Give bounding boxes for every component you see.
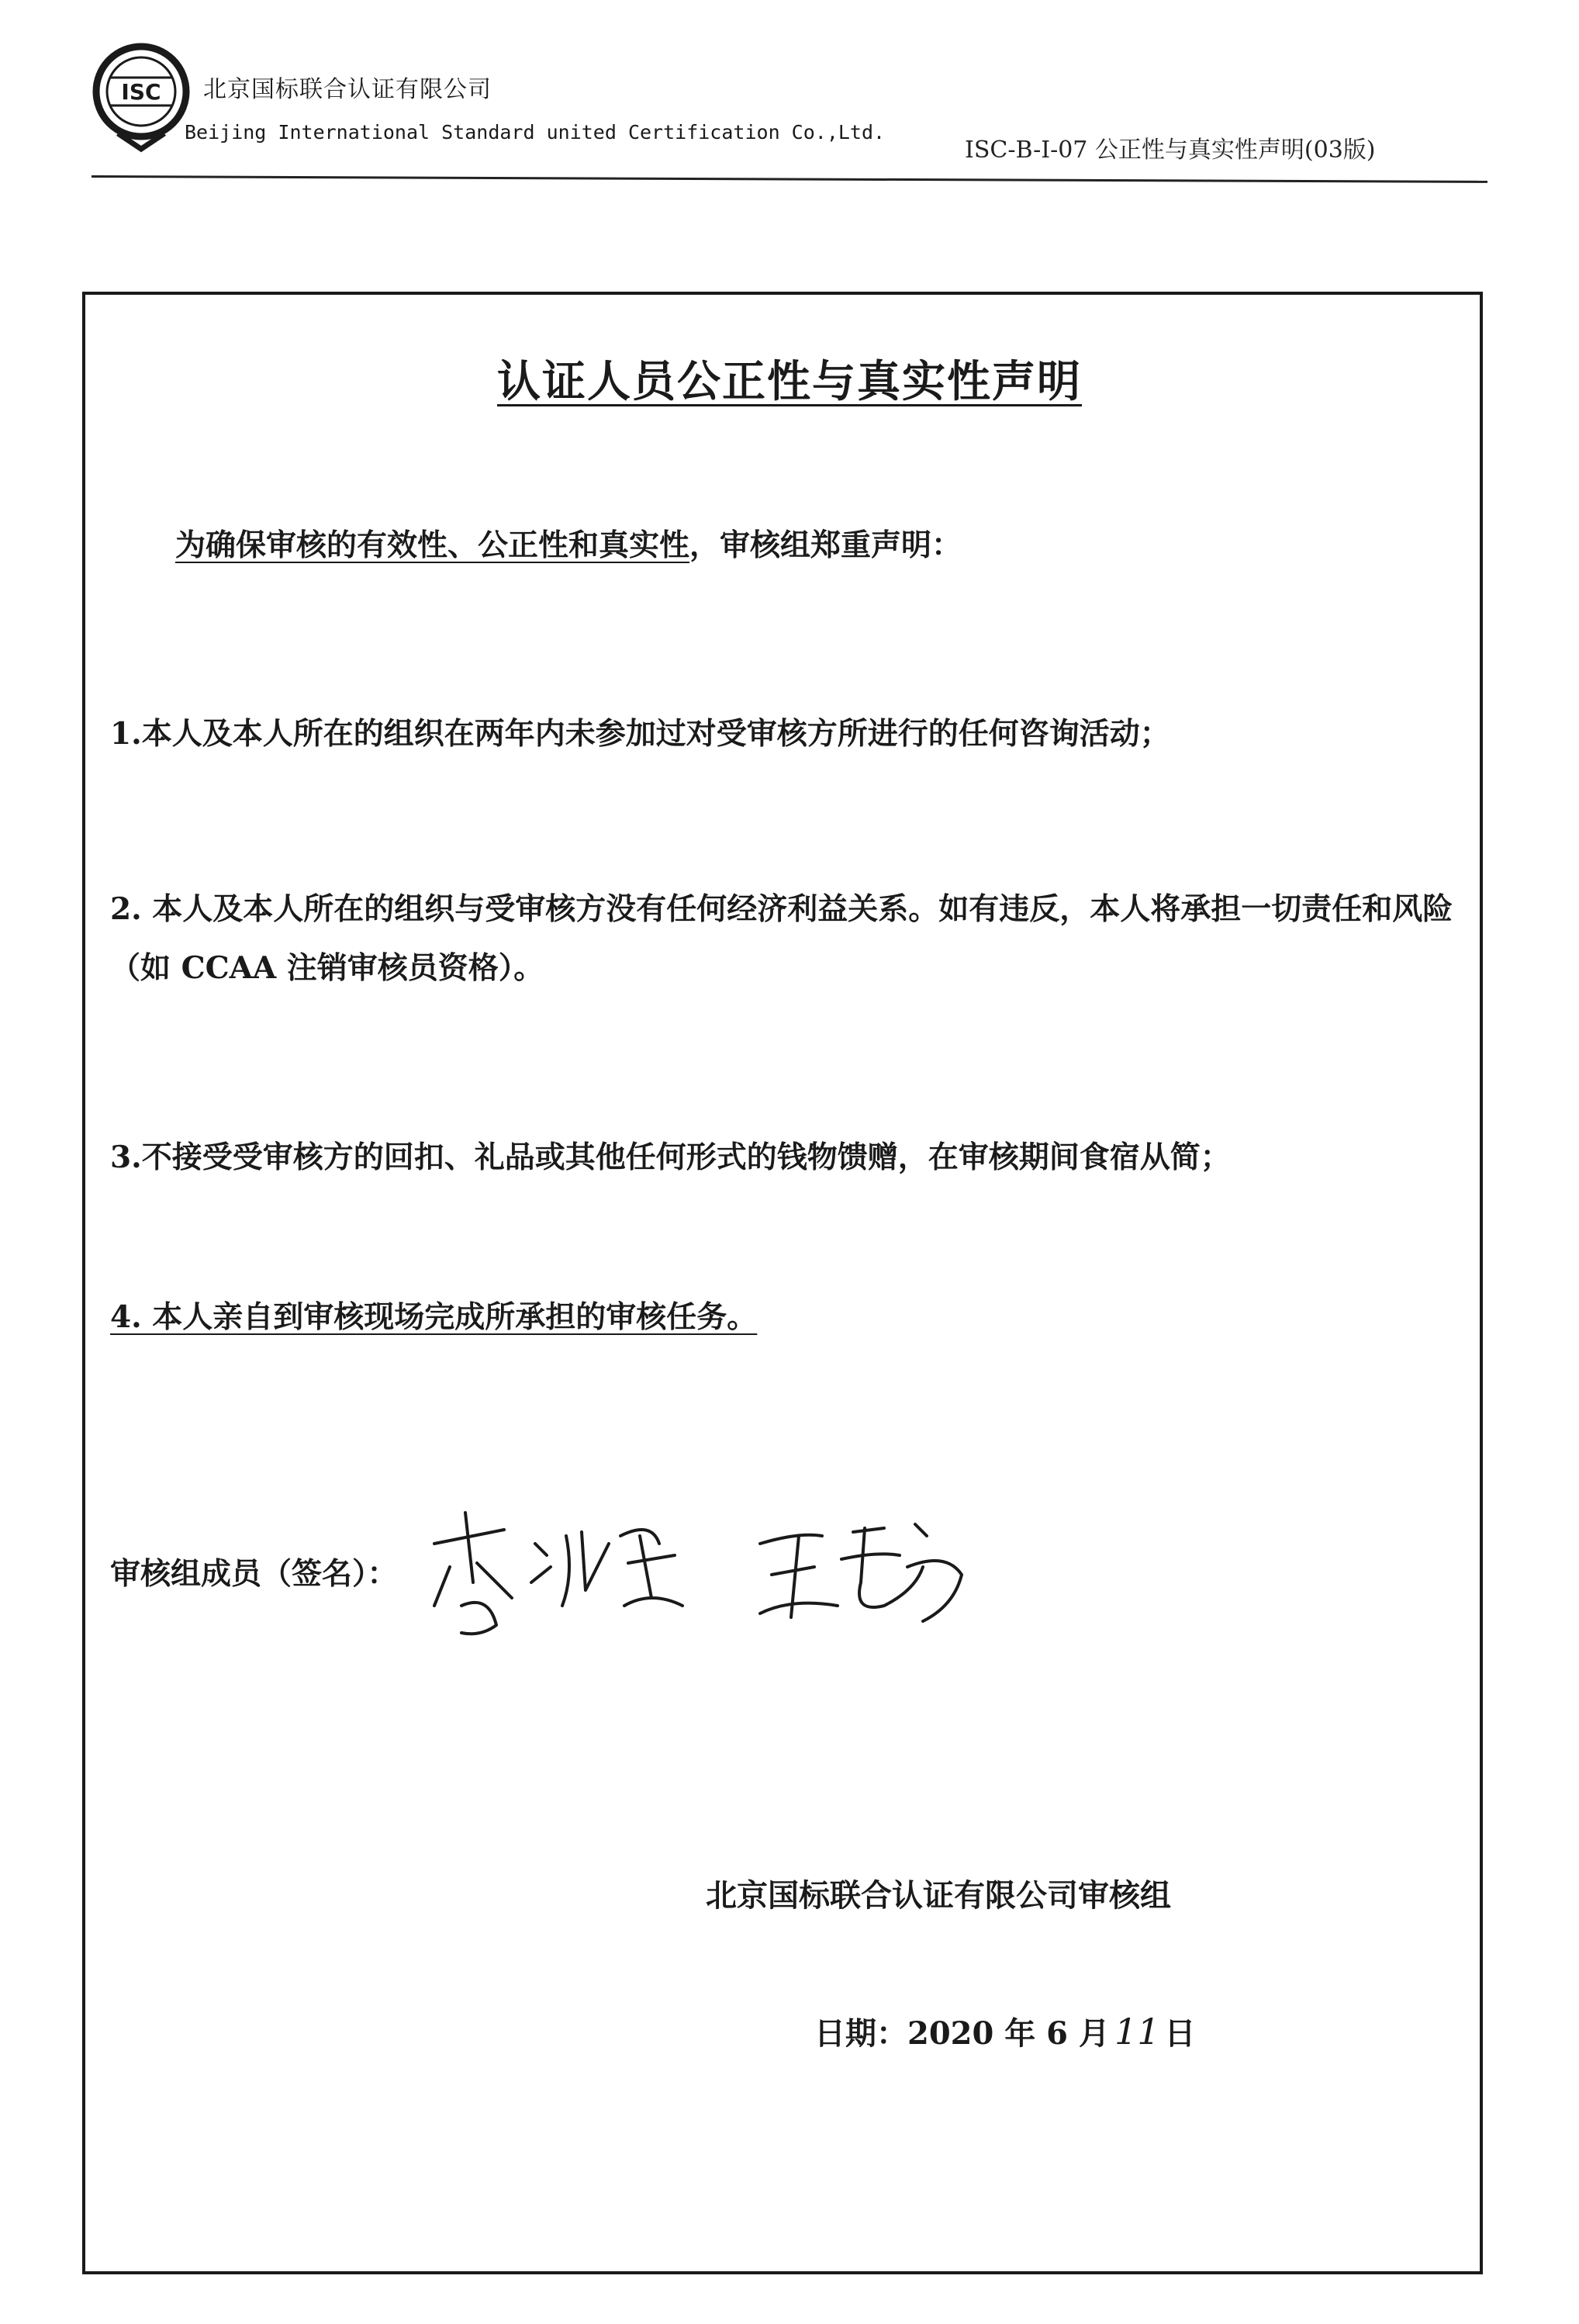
- header-divider: [92, 175, 1487, 183]
- svg-text:ISC: ISC: [121, 79, 161, 105]
- company-name-cn: 北京国标联合认证有限公司: [203, 76, 492, 103]
- declaration-item-3: 3.不接受受审核方的回扣、礼品或其他任何形式的钱物馈赠，在审核期间食宿从简；: [110, 1140, 1231, 1175]
- date-suffix: 日: [1164, 2015, 1196, 2052]
- document-code: ISC-B-I-07 公正性与真实性声明(03版): [965, 137, 1376, 164]
- date-day-handwritten: 11: [1114, 2011, 1160, 2053]
- document-title: [0, 348, 1579, 410]
- document-title-text: 认证人员公正性与真实性声明: [497, 357, 1082, 407]
- declaration-item-4-text: 4. 本人亲自到审核现场完成所承担的审核任务。: [110, 1299, 758, 1335]
- company-name-en: Beijing International Standard united Certification Co.,Ltd.: [185, 121, 886, 144]
- document-header: [0, 0, 1579, 202]
- declaration-item-4: [110, 1288, 1460, 1347]
- declaration-item-1: 1.本人及本人所在的组织在两年内未参加过对受审核方所进行的任何咨询活动；: [110, 716, 1170, 752]
- intro-statement: [175, 521, 962, 565]
- date-prefix: 日期：2020 年 6 月: [814, 2015, 1110, 2052]
- declaration-item-2: 2. 本人及本人所在的组织与受审核方没有任何经济利益关系。如有违反，本人将承担一切责任和风险（如 CCAA 注销审核员资格）。: [110, 891, 1453, 986]
- intro-rest: ，审核组郑重声明：: [689, 527, 962, 563]
- intro-underlined: 为确保审核的有效性、公正性和真实性: [175, 527, 690, 563]
- handwritten-signatures: [419, 1489, 1008, 1644]
- signing-date: [814, 2009, 1195, 2053]
- content-frame: [82, 292, 1483, 2274]
- issuer-name: 北京国标联合认证有限公司审核组: [706, 1877, 1171, 1914]
- company-logo-icon: [87, 37, 195, 154]
- signature-label: 审核组成员（签名）：: [110, 1556, 398, 1592]
